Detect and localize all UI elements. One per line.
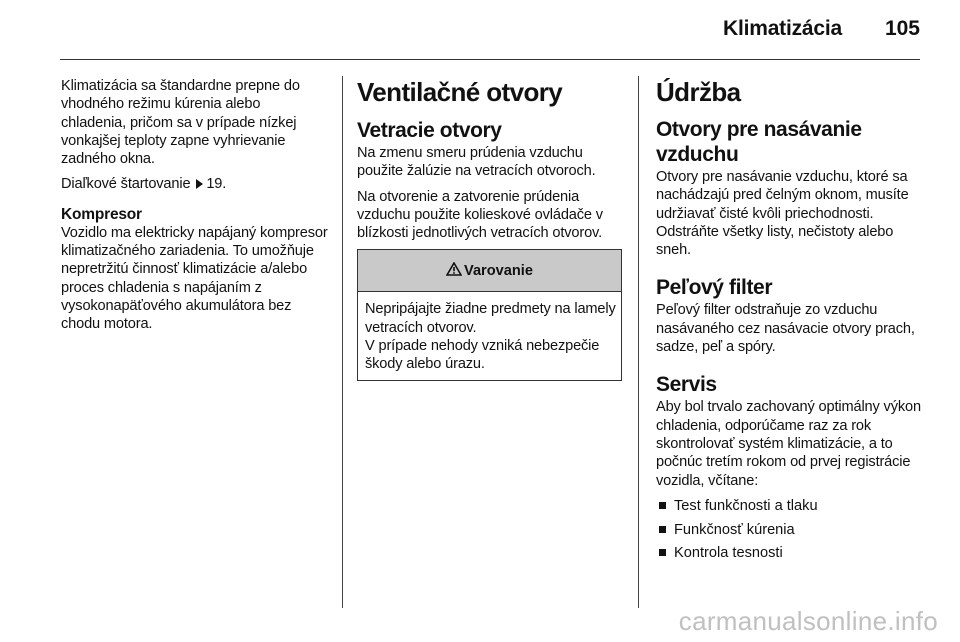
square-bullet-icon — [659, 526, 666, 533]
bullet-list — [656, 497, 924, 563]
paragraph: Na otvorenie a zatvorenie prúdenia vzduchu použite kolieskové ovládače v blízkosti jednotlivých vetracích otvorov. — [357, 188, 603, 242]
cross-reference-page: 19. — [206, 176, 227, 193]
page-reference-icon — [196, 179, 203, 189]
paragraph: Vozidlo ma elektricky napájaný kompresor klimatizačného zariadenia. To umožňuje nepretržitú činnosť klimatizácie a/alebo proces chladenia s napájaním z vysokonapäťového akumulátora bez chodu motora. — [61, 224, 328, 333]
watermark: carmanualsonline.info — [678, 606, 938, 636]
square-bullet-icon — [659, 549, 666, 556]
section-title: Ventilačné otvory — [357, 77, 563, 107]
paragraph: Klimatizácia sa štandardne prepne do vhodného režimu kúrenia alebo chladenia, pričom sa v prípade nízkej vonkajšej teploty zapne vyhrievanie zadného okna. — [61, 78, 300, 168]
column-3 — [656, 77, 924, 568]
square-bullet-icon — [659, 502, 666, 509]
list-item: Funkčnosť kúrenia — [656, 521, 924, 539]
warning-title: Varovanie — [464, 262, 533, 279]
warning-body — [358, 292, 621, 379]
warning-text: V prípade nehody vzniká nebezpečie škody alebo úrazu. — [365, 338, 600, 373]
paragraph: Peľový filter odstraňuje zo vzduchu nasávaného cez nasávacie otvory prach, sadze, peľ a spóry. — [656, 302, 915, 356]
header-divider — [60, 59, 920, 60]
section-title: Údržba — [656, 77, 741, 107]
cross-reference — [61, 175, 329, 193]
paragraph: Na zmenu smeru prúdenia vzduchu použite žalúzie na vetracích otvoroch. — [357, 145, 596, 180]
cross-reference-label: Diaľkové štartovanie — [61, 176, 191, 193]
warning-triangle-icon — [446, 262, 462, 280]
list-item: Kontrola tesnosti — [656, 544, 924, 562]
subsection-heading: Servis — [656, 373, 717, 397]
column-1 — [61, 77, 329, 341]
column-divider-1 — [342, 76, 343, 608]
page-number: 105 — [884, 17, 920, 40]
warning-header — [358, 250, 621, 292]
subsection-heading: Peľový filter — [656, 276, 773, 300]
paragraph: Otvory pre nasávanie vzduchu, ktoré sa nachádzajú pred čelným oknom, musíte udržiavať čisté kvôli priechodnosti. Odstráňte všetky listy, nečistoty alebo sneh. — [656, 169, 909, 259]
list-item: Test funkčnosti a tlaku — [656, 497, 924, 515]
section-heading-kompresor: Kompresor — [61, 205, 142, 223]
column-divider-2 — [638, 76, 639, 608]
page-header — [0, 0, 960, 60]
subsection-heading: Otvory pre nasávanie vzduchu — [656, 118, 862, 166]
paragraph: Aby bol trvalo zachovaný optimálny výkon chladenia, odporúčame raz za rok skontrolovať systém klimatizácie, a to počnúc tretím rokom od prvej registrácie vozidla, včítane: — [656, 399, 921, 489]
warning-box — [357, 249, 622, 380]
column-2 — [357, 77, 625, 381]
subsection-heading: Vetracie otvory — [357, 119, 502, 142]
warning-text: Nepripájajte žiadne predmety na lamely vetracích otvorov. — [365, 301, 616, 336]
chapter-title: Klimatizácia — [723, 17, 842, 40]
